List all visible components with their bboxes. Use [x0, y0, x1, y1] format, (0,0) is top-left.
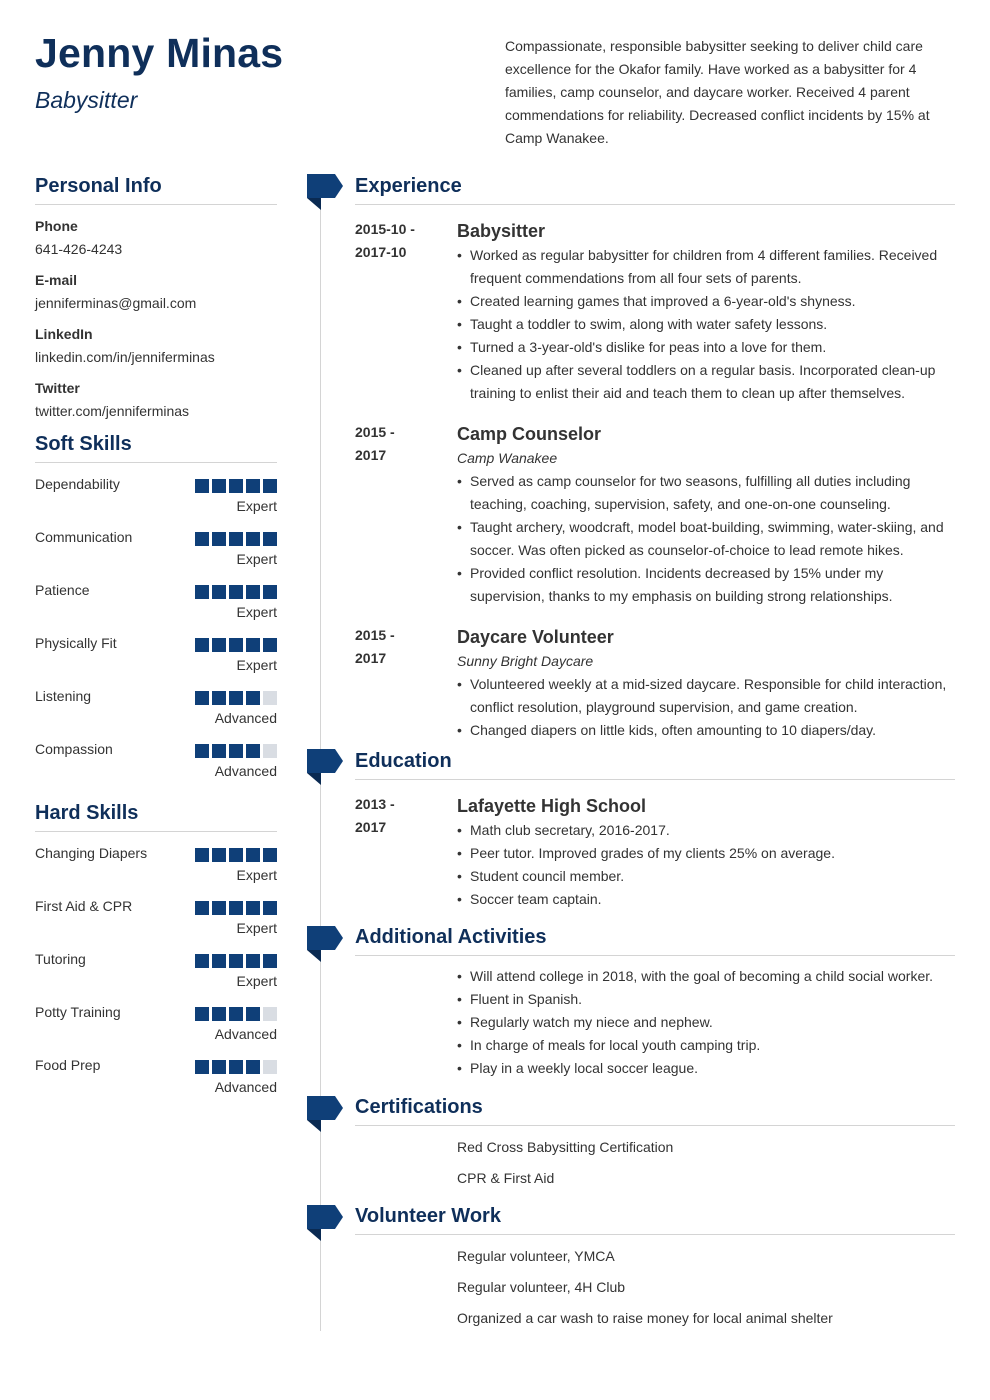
bullet-item: • Served as camp counselor for two seasons, fulfilling all duties including teaching, coaching, supervision, safety, and one-on-one counseling. [457, 470, 955, 516]
experience-entry [355, 421, 955, 608]
rating-square-filled [212, 691, 226, 705]
skill-level: Expert [236, 657, 277, 673]
skill-rating [195, 954, 277, 968]
rating-square-filled [212, 479, 226, 493]
skill-rating [195, 691, 277, 705]
rating-square-filled [212, 638, 226, 652]
skill-name: Tutoring [35, 951, 86, 967]
rating-square-filled [263, 479, 277, 493]
skill-level: Advanced [214, 763, 277, 779]
skill-rating [195, 479, 277, 493]
bullet-item: • Student council member. [457, 865, 955, 888]
rating-square-filled [195, 638, 209, 652]
phone-value: 641-426-4243 [35, 241, 123, 257]
skill-name: Changing Diapers [35, 845, 148, 861]
skill-name: First Aid & CPR [35, 898, 133, 914]
bullet-item: • Taught a toddler to swim, along with water safety lessons. [457, 313, 955, 336]
rating-square-filled [195, 691, 209, 705]
hard-skills-heading: Hard Skills [35, 802, 277, 832]
rating-square-empty [263, 691, 277, 705]
section-flag-icon [307, 1096, 343, 1132]
bullet-item: • Fluent in Spanish. [457, 988, 955, 1011]
entry-date: 2015 - 2017 [355, 627, 395, 666]
bullet-item: • Volunteered weekly at a mid-sized daycare. Responsible for child interaction, conflict resolution, playground supervision, and game creation. [457, 673, 955, 719]
rating-square-filled [212, 744, 226, 758]
skill-rating [195, 638, 277, 652]
bullet-item: • Math club secretary, 2016-2017. [457, 819, 955, 842]
rating-square-filled [229, 479, 243, 493]
skill-name: Physically Fit [35, 635, 117, 651]
rating-square-filled [229, 1060, 243, 1074]
rating-square-filled [212, 901, 226, 915]
rating-square-filled [195, 1060, 209, 1074]
bullet-item: • Soccer team captain. [457, 888, 955, 911]
entry-bullets [457, 470, 955, 608]
entry-date: 2015-10 - 2017-10 [355, 221, 415, 260]
skill-rating [195, 532, 277, 546]
entry-title: Lafayette High School [457, 796, 647, 816]
activities-bullets [457, 965, 955, 1080]
certifications-heading: Certifications [355, 1096, 955, 1126]
entry-title: Daycare Volunteer [457, 627, 614, 647]
entry-organization: Sunny Bright Daycare [457, 653, 594, 669]
bullet-item: • Provided conflict resolution. Incidents decreased by 15% under my supervision, thanks to my emphasis on building strong relationships. [457, 562, 955, 608]
bullet-item: • Regularly watch my niece and nephew. [457, 1011, 955, 1034]
rating-square-filled [263, 532, 277, 546]
rating-square-filled [246, 1007, 260, 1021]
twitter-label: Twitter [35, 380, 80, 396]
volunteer-item: Organized a car wash to raise money for local animal shelter [457, 1310, 833, 1326]
rating-square-filled [263, 901, 277, 915]
skill-name: Listening [35, 688, 92, 704]
entry-date: 2015 - 2017 [355, 424, 395, 463]
skill-rating [195, 1060, 277, 1074]
education-entry [355, 793, 955, 911]
soft-skills-list [35, 463, 277, 788]
skill-row [35, 1051, 277, 1104]
certifications-section [355, 1096, 955, 1194]
summary: Compassionate, responsible babysitter seeking to deliver child care excellence for the Okafor family. Have worked as a babysitter for 4 families, camp counselor, and daycare worker. Received 4 parent commendations for reliability. Decreased conflict incidents by 15% at Camp Wanakee. [505, 38, 930, 146]
job-title: Babysitter [35, 87, 138, 113]
entry-bullets [457, 244, 955, 405]
education-section [355, 750, 955, 911]
certification-item: CPR & First Aid [457, 1170, 555, 1186]
rating-square-filled [263, 585, 277, 599]
skill-row [35, 839, 277, 892]
linkedin-label: LinkedIn [35, 326, 93, 342]
rating-square-filled [246, 954, 260, 968]
candidate-name: Jenny Minas [35, 30, 284, 76]
bullet-item: • Play in a weekly local soccer league. [457, 1057, 955, 1080]
skill-row [35, 892, 277, 945]
skill-row [35, 576, 277, 629]
activities-section [355, 926, 955, 1080]
rating-square-filled [246, 1060, 260, 1074]
education-heading: Education [355, 750, 955, 780]
rating-square-filled [246, 901, 260, 915]
rating-square-filled [246, 479, 260, 493]
rating-square-filled [263, 848, 277, 862]
skill-rating [195, 901, 277, 915]
section-flag-icon [307, 926, 343, 962]
phone-label: Phone [35, 218, 78, 234]
skill-name: Compassion [35, 741, 113, 757]
twitter-value[interactable]: twitter.com/jenniferminas [35, 403, 190, 419]
rating-square-empty [263, 744, 277, 758]
rating-square-filled [212, 532, 226, 546]
skill-rating [195, 585, 277, 599]
bullet-item: • Worked as regular babysitter for children from 4 different families. Received frequent commendations from all four sets of parents. [457, 244, 955, 290]
rating-square-filled [263, 638, 277, 652]
rating-square-filled [229, 585, 243, 599]
rating-square-empty [263, 1007, 277, 1021]
entry-bullets [457, 673, 955, 742]
section-flag-icon [307, 174, 343, 210]
skill-row [35, 523, 277, 576]
skill-rating [195, 744, 277, 758]
rating-square-filled [246, 585, 260, 599]
rating-square-filled [212, 954, 226, 968]
skill-level: Advanced [214, 1026, 277, 1042]
rating-square-filled [229, 848, 243, 862]
skill-name: Food Prep [35, 1057, 101, 1073]
entry-date: 2013 - 2017 [355, 796, 395, 835]
skill-row [35, 682, 277, 735]
rating-square-filled [212, 585, 226, 599]
rating-square-filled [246, 691, 260, 705]
rating-square-filled [229, 532, 243, 546]
skill-name: Patience [35, 582, 90, 598]
volunteer-item: Regular volunteer, YMCA [457, 1248, 615, 1264]
bullet-item: • Turned a 3-year-old's dislike for peas into a love for them. [457, 336, 955, 359]
soft-skills-heading: Soft Skills [35, 433, 277, 463]
certification-item: Red Cross Babysitting Certification [457, 1139, 674, 1155]
volunteer-section [355, 1205, 955, 1334]
skill-level: Expert [236, 604, 277, 620]
bullet-item: • Cleaned up after several toddlers on a regular basis. Incorporated clean-up training to enlist their aid and teach them to clean up after themselves. [457, 359, 955, 405]
hard-skills-list [35, 832, 277, 1104]
entry-organization: Camp Wanakee [457, 450, 558, 466]
experience-entry [355, 218, 955, 405]
rating-square-filled [263, 954, 277, 968]
left-column [35, 175, 277, 1118]
skill-row [35, 629, 277, 682]
volunteer-item: Regular volunteer, 4H Club [457, 1279, 626, 1295]
skill-rating [195, 1007, 277, 1021]
linkedin-value[interactable]: linkedin.com/in/jenniferminas [35, 349, 215, 365]
rating-square-filled [195, 532, 209, 546]
skill-name: Potty Training [35, 1004, 121, 1020]
entry-title: Camp Counselor [457, 424, 602, 444]
skill-level: Expert [236, 973, 277, 989]
rating-square-filled [195, 585, 209, 599]
skill-row [35, 470, 277, 523]
entry-bullets [457, 819, 955, 911]
entry-title: Babysitter [457, 221, 546, 241]
rating-square-filled [246, 532, 260, 546]
skill-level: Expert [236, 498, 277, 514]
skill-row [35, 945, 277, 998]
rating-square-filled [229, 744, 243, 758]
volunteer-heading: Volunteer Work [355, 1205, 955, 1235]
section-flag-icon [307, 1205, 343, 1241]
rating-square-filled [229, 638, 243, 652]
experience-heading: Experience [355, 175, 955, 205]
bullet-item: • Created learning games that improved a 6-year-old's shyness. [457, 290, 955, 313]
skill-row [35, 998, 277, 1051]
rating-square-filled [229, 1007, 243, 1021]
rating-square-filled [195, 1007, 209, 1021]
email-value[interactable]: jenniferminas@gmail.com [35, 295, 197, 311]
rating-square-filled [229, 901, 243, 915]
rating-square-filled [246, 848, 260, 862]
skill-name: Dependability [35, 476, 120, 492]
bullet-item: • Will attend college in 2018, with the goal of becoming a child social worker. [457, 965, 955, 988]
skill-level: Expert [236, 920, 277, 936]
rating-square-filled [212, 1007, 226, 1021]
skill-name: Communication [35, 529, 133, 545]
rating-square-filled [195, 479, 209, 493]
rating-square-filled [246, 638, 260, 652]
personal-info-heading: Personal Info [35, 175, 277, 205]
rating-square-empty [263, 1060, 277, 1074]
rating-square-filled [212, 1060, 226, 1074]
experience-section [355, 175, 955, 742]
activities-heading: Additional Activities [355, 926, 955, 956]
section-flag-icon [307, 749, 343, 785]
rating-square-filled [246, 744, 260, 758]
skill-row [35, 735, 277, 788]
bullet-item: • Changed diapers on little kids, often amounting to 10 diapers/day. [457, 719, 955, 742]
rating-square-filled [229, 691, 243, 705]
bullet-item: • Peer tutor. Improved grades of my clients 25% on average. [457, 842, 955, 865]
rating-square-filled [195, 954, 209, 968]
rating-square-filled [195, 744, 209, 758]
rating-square-filled [195, 901, 209, 915]
skill-level: Advanced [214, 710, 277, 726]
rating-square-filled [195, 848, 209, 862]
bullet-item: • In charge of meals for local youth camping trip. [457, 1034, 955, 1057]
skill-level: Advanced [214, 1079, 277, 1095]
skill-rating [195, 848, 277, 862]
rating-square-filled [229, 954, 243, 968]
bullet-item: • Taught archery, woodcraft, model boat-building, swimming, water-skiing, and soccer. Was often picked as counselor-of-choice to lead remote hikes. [457, 516, 955, 562]
skill-level: Expert [236, 867, 277, 883]
experience-entry [355, 624, 955, 742]
personal-info-list [35, 205, 277, 423]
email-label: E-mail [35, 272, 78, 288]
rating-square-filled [212, 848, 226, 862]
skill-level: Expert [236, 551, 277, 567]
